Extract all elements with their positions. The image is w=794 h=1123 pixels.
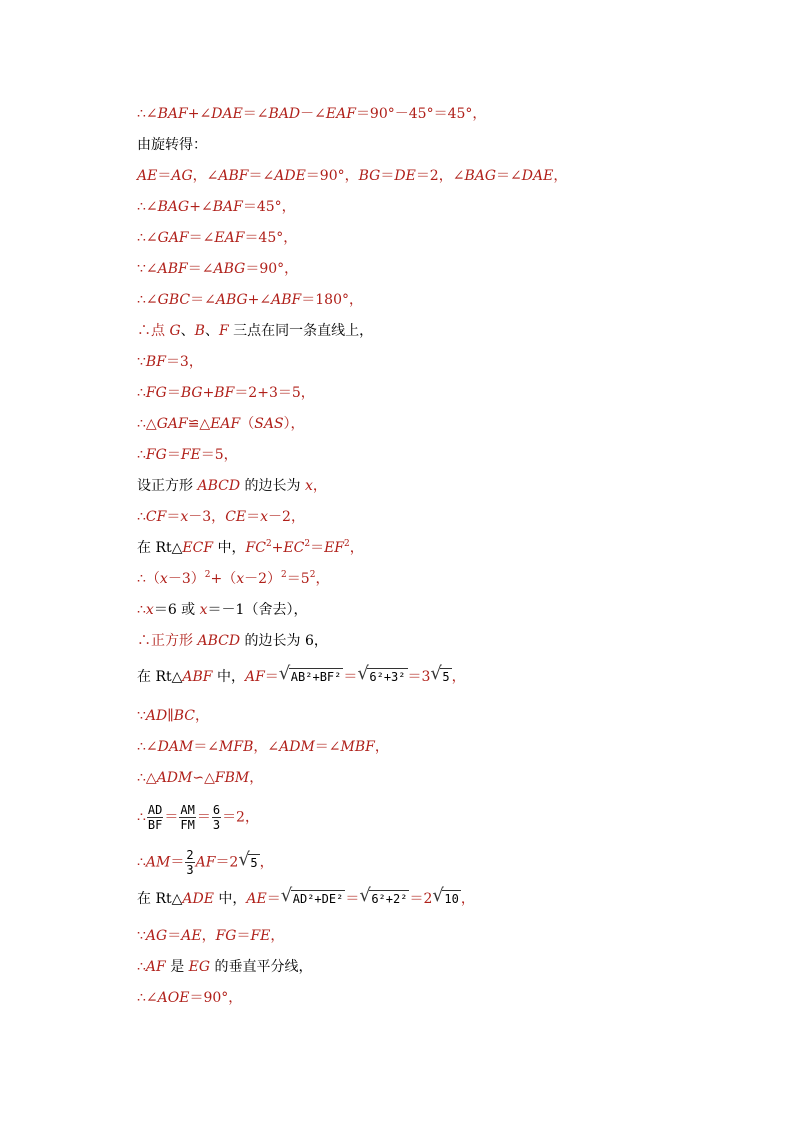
text-segment: BF (214, 385, 235, 401)
text-segment: ∴（ (137, 571, 160, 587)
text-segment: ＝2+3＝5， (234, 385, 315, 401)
text-segment: （ (240, 416, 255, 432)
text-segment: ∵ (137, 928, 146, 944)
text-segment: ADM (279, 739, 315, 755)
text-segment: ， (270, 928, 285, 944)
text-segment: CE (225, 509, 247, 525)
solution-line (137, 383, 315, 403)
text-segment: ∴∠ (137, 230, 158, 246)
text-segment: ＝ (167, 928, 182, 944)
text-segment: ∴∠ (137, 292, 158, 308)
text-segment: 2 (281, 570, 287, 580)
text-segment: FE (180, 447, 201, 463)
square-root: √ 5 (430, 667, 451, 687)
text-segment: ABG (213, 261, 246, 277)
text-segment: AG (171, 168, 193, 184)
text-segment: 三点在同一条直线上， (228, 323, 374, 339)
text-segment: ABCD (197, 478, 241, 494)
text-segment: BAF (157, 106, 188, 122)
solution-line (137, 631, 328, 651)
text-segment: EG (188, 959, 211, 975)
text-segment: 2 (265, 539, 272, 549)
text-segment: 由旋转得： (137, 137, 207, 153)
text-segment: ， (201, 928, 216, 944)
text-segment: ＝2， (222, 809, 259, 826)
solution-line (137, 228, 297, 248)
text-segment: 中， (213, 891, 247, 907)
text-segment: AOE (157, 990, 190, 1006)
fraction: $\frac{AM}{FM}$ (180, 803, 195, 832)
text-segment: ＝ (310, 540, 325, 556)
text-segment: ＝ (266, 891, 281, 907)
solution-line (137, 352, 203, 372)
text-segment: ， (460, 891, 475, 907)
square-root: √ 10 (432, 889, 460, 909)
text-segment: 的边长为 6， (240, 633, 328, 649)
text-segment: BC (173, 708, 195, 724)
solution-line (137, 926, 284, 946)
text-segment: ＝6 或 (153, 602, 200, 618)
text-segment: －2） (244, 571, 282, 587)
text-segment: －3） (167, 571, 205, 587)
text-segment: FG (145, 447, 167, 463)
text-segment: ＝3， (165, 354, 203, 370)
text-segment: BAF (212, 199, 243, 215)
text-segment: ＝ (166, 385, 181, 401)
text-segment: BG (180, 385, 203, 401)
text-segment: 2 (309, 570, 316, 580)
text-segment: ＝180°， (301, 292, 363, 308)
text-segment: x (236, 571, 245, 587)
text-segment: ADE (274, 168, 306, 184)
text-segment: ∴∠ (137, 199, 158, 215)
text-segment: 在 Rt△ (137, 891, 183, 907)
text-segment: －3， (188, 509, 226, 525)
text-segment: ∥ (167, 708, 174, 724)
text-segment: ＝∠ (496, 168, 522, 184)
text-segment: ， (374, 739, 389, 755)
solution-line (137, 957, 313, 977)
text-segment: AE (181, 928, 202, 944)
text-segment: ＝45°， (244, 230, 298, 246)
text-segment: ∵∠ (137, 261, 158, 277)
text-segment: GBC (157, 292, 191, 308)
text-segment: EAF (325, 106, 356, 122)
text-segment: +（ (210, 571, 237, 587)
text-segment: ，∠ (253, 739, 280, 755)
text-segment: DAE (521, 168, 554, 184)
text-segment: ＝90°， (245, 261, 299, 277)
text-segment: ＝45°， (242, 199, 296, 215)
text-segment: －2， (268, 509, 305, 525)
text-segment: ECF (182, 540, 214, 556)
text-segment: ∴∠ (137, 106, 158, 122)
text-segment: G (169, 323, 181, 339)
text-segment: FC (245, 540, 266, 556)
text-segment: ， (451, 669, 466, 685)
text-segment: 的边长为 (240, 478, 305, 494)
solution-line (137, 197, 296, 217)
text-segment: CF (145, 509, 167, 525)
text-segment: EC (283, 540, 305, 556)
text-segment: AF (145, 959, 166, 975)
text-segment: ＝∠ (314, 739, 341, 755)
solution-line (137, 988, 242, 1008)
text-segment: AM (145, 854, 171, 871)
text-segment: ∴ (137, 385, 146, 401)
text-segment: ＝ (343, 669, 358, 685)
text-segment: －∠ (300, 106, 326, 122)
text-segment: BAD (268, 106, 301, 122)
solution-line (137, 290, 363, 310)
text-segment: FE (250, 928, 271, 944)
text-segment: SAS (254, 416, 284, 432)
text-segment: 是 (165, 959, 189, 975)
text-segment: + (271, 540, 284, 556)
text-segment: ＝∠ (190, 292, 216, 308)
text-segment: FG (215, 928, 237, 944)
text-segment: ∵ (137, 354, 146, 370)
text-segment: 的垂直平分线， (210, 959, 313, 975)
text-segment: ∴△ (137, 770, 157, 786)
text-segment: +∠ (189, 199, 213, 215)
solution-line (137, 321, 373, 341)
text-segment: ＝90°， (305, 168, 359, 184)
text-segment: FBM (214, 770, 250, 786)
text-segment: ∴正方形 (137, 633, 198, 649)
text-segment: ＝∠ (188, 230, 215, 246)
text-segment: F (218, 323, 229, 339)
text-segment: ＝ (164, 809, 179, 826)
text-segment: ＝90°－45°＝45°， (355, 106, 487, 122)
text-segment: 中， (212, 669, 245, 685)
square-root: √ AB²+BF² (279, 667, 344, 687)
text-segment: +∠ (247, 292, 272, 308)
fraction: $\frac{6}{3}$ (212, 803, 221, 832)
text-segment: ABF (271, 292, 302, 308)
text-segment: ＝∠ (242, 106, 269, 122)
square-root: √ 5 (238, 853, 259, 873)
text-segment: ＝ (345, 891, 360, 907)
text-segment: +∠ (187, 106, 212, 122)
text-segment: EF (324, 540, 345, 556)
text-segment: ∴ (137, 447, 146, 463)
text-segment: ＝2 (215, 854, 239, 871)
text-segment: ＝ (166, 509, 181, 525)
text-segment: ＝∠ (248, 168, 275, 184)
text-segment: ∴∠ (137, 990, 158, 1006)
text-segment: x (260, 509, 269, 525)
text-segment: ＝ (246, 509, 261, 525)
text-segment: ， (349, 540, 364, 556)
solution-line (137, 600, 307, 620)
solution-line (137, 667, 466, 687)
square-root: √ 6²+2² (359, 889, 409, 909)
solution-line (137, 848, 274, 877)
text-segment: ， (249, 770, 264, 786)
text-segment: BF (145, 354, 166, 370)
text-segment: ABF (157, 261, 188, 277)
text-segment: MFB (219, 739, 254, 755)
text-segment: BAG (157, 199, 190, 215)
solution-line (137, 445, 238, 465)
text-segment: ＝ (380, 168, 395, 184)
text-segment: ADM (156, 770, 193, 786)
text-segment: ＝ (166, 447, 181, 463)
text-segment: FG (145, 385, 167, 401)
text-segment: ∴ (137, 509, 146, 525)
text-segment: EAF (214, 230, 245, 246)
solution-line (137, 737, 389, 757)
text-segment: 、 (204, 323, 219, 339)
text-segment: ＝ (157, 168, 172, 184)
solution-line (137, 768, 263, 788)
square-root: √ AD²+DE² (281, 889, 346, 909)
text-segment: ABF (182, 669, 213, 685)
solution-line (137, 889, 475, 909)
text-segment: ＝ (196, 809, 211, 826)
text-segment: ＝ (236, 928, 251, 944)
text-segment: ， (259, 854, 274, 871)
text-segment: ∵ (137, 708, 146, 724)
solution-line (137, 259, 298, 279)
text-segment: ∴ (137, 809, 146, 826)
text-segment: DAM (157, 739, 194, 755)
text-segment: ， (315, 571, 330, 587)
text-segment: + (202, 385, 215, 401)
text-segment: x (180, 509, 189, 525)
solution-line (137, 166, 567, 186)
text-segment: ∽△ (192, 770, 215, 786)
text-segment: ∴点 (137, 323, 170, 339)
text-segment: ＝∠ (193, 739, 220, 755)
text-segment: AE (137, 168, 158, 184)
solution-line (137, 706, 209, 726)
text-segment: DE (394, 168, 416, 184)
text-segment: B (194, 323, 205, 339)
text-segment: ABCD (197, 633, 241, 649)
text-segment: 、 (180, 323, 195, 339)
text-segment: 在 Rt△ (137, 540, 183, 556)
text-segment: ＝2，∠ (415, 168, 465, 184)
text-segment: AD (145, 708, 168, 724)
text-segment: AF (244, 669, 265, 685)
solution-line (137, 135, 207, 155)
text-segment: ＝90°， (189, 990, 243, 1006)
text-segment: ＝ (170, 854, 185, 871)
text-segment: ∴ (137, 959, 146, 975)
fraction: $\frac{2}{3}$ (186, 848, 194, 877)
text-segment: GAF (156, 416, 188, 432)
solution-line (137, 414, 305, 434)
text-segment: ABF (218, 168, 249, 184)
text-segment: 设正方形 (137, 478, 198, 494)
text-segment: x (159, 571, 168, 587)
text-segment: x (199, 602, 208, 618)
text-segment: ＝－1（舍去）， (207, 602, 308, 618)
text-segment: ）， (283, 416, 305, 432)
text-segment: ∴ (137, 854, 146, 871)
text-segment: ，∠ (192, 168, 219, 184)
text-segment: AE (246, 891, 267, 907)
solution-line (137, 803, 259, 832)
solution-line (137, 476, 327, 496)
text-segment: x (304, 478, 313, 494)
solution-line (137, 569, 329, 589)
text-segment: ＝5 (286, 571, 310, 587)
text-segment: ， (312, 478, 327, 494)
text-segment: MBF (340, 739, 375, 755)
solution-line (137, 104, 486, 124)
square-root: √ 6²+3² (357, 667, 407, 687)
text-segment: ∴ (137, 602, 146, 618)
text-segment: ， (195, 708, 209, 724)
text-segment: ∴△ (137, 416, 157, 432)
text-segment: ＝∠ (187, 261, 214, 277)
text-segment: ADE (182, 891, 214, 907)
fraction: $\frac{AD}{BF}$ (147, 803, 163, 832)
text-segment: 2 (344, 539, 350, 549)
text-segment: 2 (304, 539, 311, 549)
text-segment: ＝3 (407, 669, 431, 685)
text-segment: AF (195, 854, 216, 871)
text-segment: BG (358, 168, 381, 184)
solution-line (137, 538, 364, 558)
text-segment: DAE (211, 106, 243, 122)
text-segment: ＝ (264, 669, 279, 685)
text-segment: AG (145, 928, 168, 944)
text-segment: ， (553, 168, 568, 184)
text-segment: EAF (210, 416, 241, 432)
text-segment: ＝2 (409, 891, 433, 907)
text-segment: ≌△ (187, 416, 211, 432)
text-segment: ABG (215, 292, 248, 308)
text-segment: ＝5， (200, 447, 238, 463)
solution-line (137, 507, 305, 527)
text-segment: x (145, 602, 154, 618)
text-segment: 在 Rt△ (137, 669, 183, 685)
text-segment: GAF (157, 230, 189, 246)
text-segment: BAG (464, 168, 497, 184)
text-segment: 中， (213, 540, 246, 556)
text-segment: ∴∠ (137, 739, 158, 755)
text-segment: 2 (204, 570, 211, 580)
